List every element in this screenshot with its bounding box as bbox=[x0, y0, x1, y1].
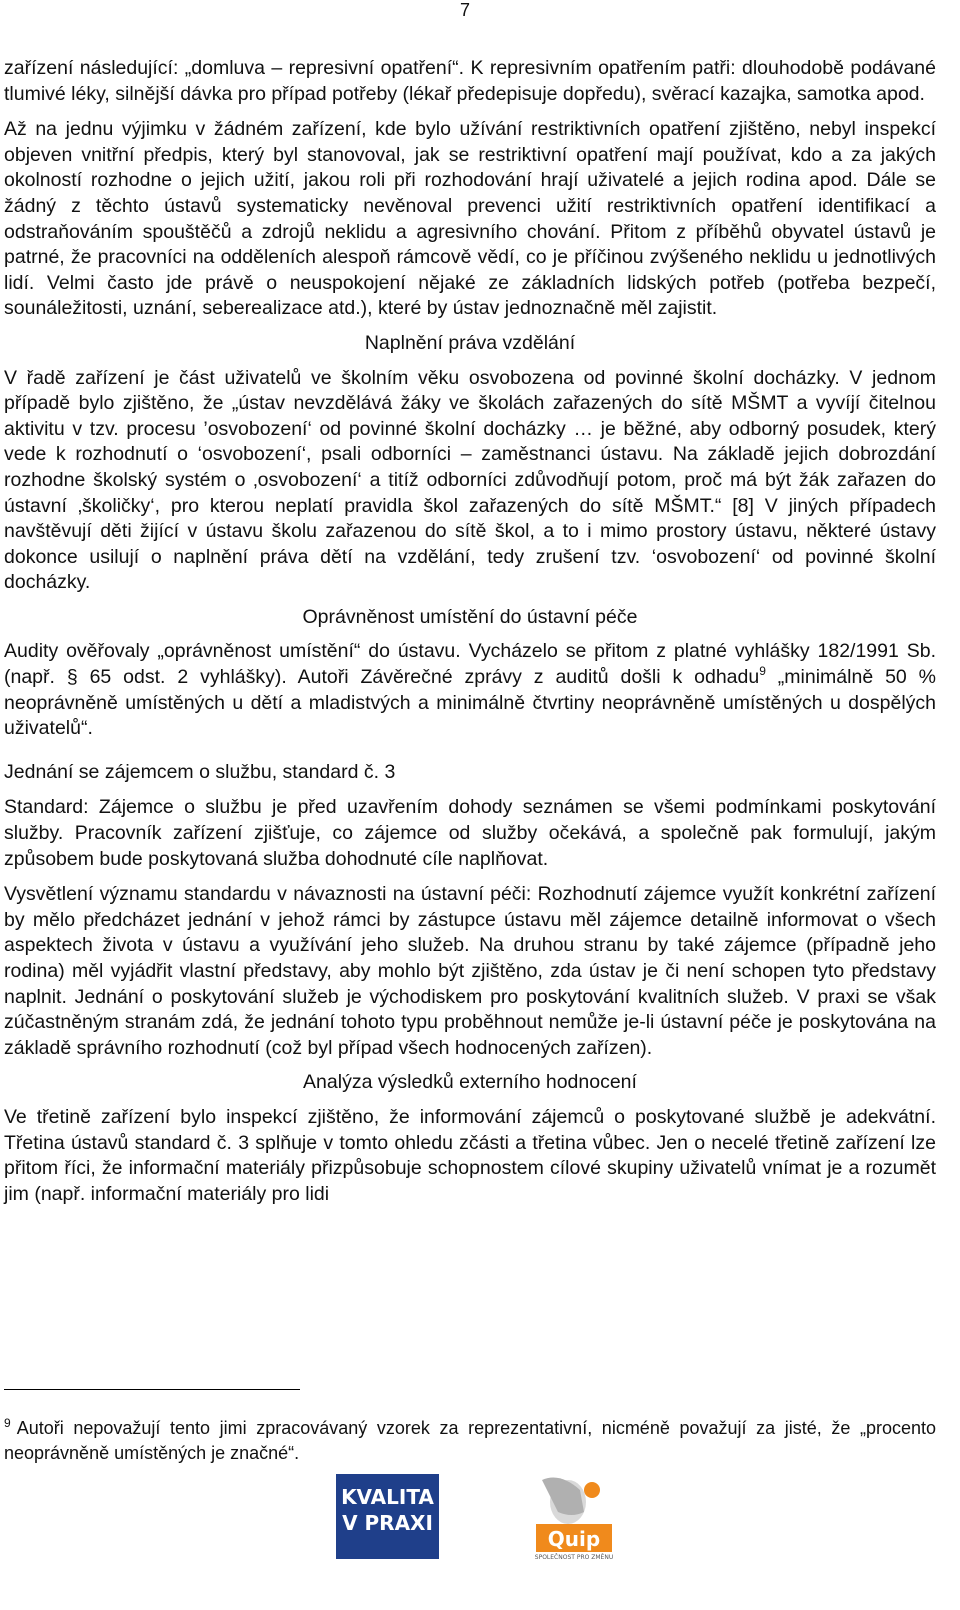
paragraph-audits bbox=[4, 639, 936, 741]
audit-text-before: Audity ověřovaly „oprávněnost umístění“ do ústavu. Vycházelo se přitom z platné vyhlášky 182/1991 Sb. (např. § 65 odst. 2 vyhlášky). Autoři Závěrečné zprávy z auditů došli k odhadu bbox=[4, 640, 936, 689]
paragraph-education-exemption: V řadě zařízení je část uživatelů ve školním věku osvobozena od povinné školní docházky. V jednom případě bylo zjištěno, že „ústav nevzdělává žáky ve školách zařazených do sítě MŠMT a vyvíjí čitelnou aktivitu v tzv. procesu ’osvobození‘ od povinné školní docházky … je běžné, aby odborný posudek, který vede k rozhodnutí o ‘osvobození‘, psali odborníci – zaměstnanci ústavu. Na základě jejich dobrozdání rozhodne školský systém o ‚osvobození‘ a titíž odborníci zdůvodňují potom, proč má být žák zařazen do ústavní ‚školičky‘, pro kterou neplatí pravidla škol zařazených do sítě MŠMT.“ [8] V jiných případech navštěvují děti žijící v ústavu školu zařazenou do sítě škol, a to i mimo prostory ústavu, některé ústavy dokonce usilují o naplnění práva dětí na vzdělání, tedy zrušení tzv. ‘osvobození‘ od povinné školní docházky. bbox=[4, 366, 936, 594]
heading-right-to-education: Naplnění práva vzdělání bbox=[364, 331, 576, 354]
document-body bbox=[4, 56, 936, 1207]
paragraph-standard-definition: Standard: Zájemce o službu je před uzavřením dohody seznámen se všemi podmínkami poskytování služby. Pracovník zařízení zjišťuje, co zájemce od služby očekává, a společně pak formulují, jakým způsobem bude poskytovaná služba dohodnuté cíle naplňovat. bbox=[4, 796, 936, 870]
heading-external-evaluation: Analýza výsledků externího hodnocení bbox=[303, 1071, 637, 1094]
hand-holding-coin-icon bbox=[542, 1478, 600, 1524]
audit-text-after: „minimálně 50 % neoprávněně umístěných u dětí a mladistvých a minimálně čtvrtiny neoprávněně umístěných u dospělých uživatelů“. bbox=[4, 666, 936, 740]
footnote bbox=[4, 1411, 936, 1466]
quip-logo bbox=[532, 1472, 616, 1562]
kvalita-v-praxi-logo bbox=[336, 1474, 439, 1559]
paragraph-evaluation-results: Ve třetině zařízení bylo inspekcí zjištěno, že informování zájemců o poskytované službě je adekvátní. Třetina ústavů standard č. 3 splňuje v tomto ohledu zčásti a třetina vůbec. Jen o necelé třetině zařízení lze přitom říci, že informační materiály přizpůsobuje schopnostem cílové skupiny uživatelů vnímat je a rozumět jim (např. informační materiály pro lidi bbox=[4, 1105, 936, 1205]
kvalita-logo-line2: V PRAXI bbox=[342, 1511, 433, 1535]
heading-standard-3: Jednání se zájemcem o službu, standard č. 3 bbox=[4, 760, 396, 783]
footnote-reference: 9 bbox=[759, 664, 766, 679]
heading-placement-legitimacy: Oprávněnost umístění do ústavní péče bbox=[302, 605, 638, 628]
footnote-separator bbox=[4, 1389, 300, 1390]
quip-logo-tagline: SPOLEČNOST PRO ZMĚNU bbox=[534, 1554, 614, 1561]
footnote-text: Autoři nepovažují tento jimi zpracovávaný vzorek za reprezentativní, nicméně považují za jisté, že „procento neoprávněně umístěných je značné“. bbox=[4, 1418, 936, 1463]
quip-logo-name: Quip bbox=[547, 1527, 601, 1551]
paragraph-internal-rules: Až na jednu výjimku v žádném zařízení, kde bylo užívání restriktivních opatření zjištěno, nebyl inspekcí objeven vnitřní předpis, který byl stanovoval, jak se restriktivní opatření mají používat, kdo a za jakých okolností rozhodne o jejich užití, jakou roli při rozhodování hrají uživatelé a jejich rodina apod. Dále se žádný z těchto ústavů systematicky nevěnoval prevenci užití restriktivních opatření identifikací a odstraňováním spouštěčů a zdrojů neklidu a agresivního chování. Přitom z příběhů obyvatel ústavů je patrné, že pracovníci na odděleních alespoň rámcově vědí, co je příčinou zvýšeného neklidu u jednotlivých lidí. Velmi často jde právě o neuspokojení nějaké ze základních lidských potřeb (potřeba bezpečí, sounáležitosti, uznání, seberealizace atd.), které by ústav jednoznačně měl zajistit. bbox=[4, 118, 936, 320]
footnote-mark: 9 bbox=[4, 1416, 11, 1430]
page-number: 7 bbox=[460, 0, 471, 20]
paragraph-standard-explanation: Vysvětlení významu standardu v návaznosti na ústavní péči: Rozhodnutí zájemce využít konkrétní zařízení by mělo předcházet jednání v jehož rámci by zástupce ústavu měl zájemce detailně informovat o všech aspektech života v ústavu a využívání jeho služeb. Na druhou stranu by také zájemce (případně jeho rodina) měl vyjádřit vlastní představy, aby mohlo být zjištěno, zda ústav je či není schopen tyto představy naplnit. Jednání o poskytování služeb je východiskem pro poskytování kvalitních služeb. V praxi se však zúčastněným stranám zdá, že jednání tohoto typu proběhnout nemůže je-li ústavní péče je poskytována na základě správního rozhodnutí (což byl případ všech hodnocených zařízen). bbox=[4, 883, 936, 1059]
paragraph-restrictive-measures-list: zařízení následující: „domluva – represivní opatření“. K represivním opatřením patři: dlouhodobě podávané tlumivé léky, silnější dávka pro případ potřeby (lékař předepisuje dopředu), svěrací kazajka, samotka apod. bbox=[4, 57, 936, 105]
kvalita-logo-line1: KVALITA bbox=[341, 1485, 434, 1509]
